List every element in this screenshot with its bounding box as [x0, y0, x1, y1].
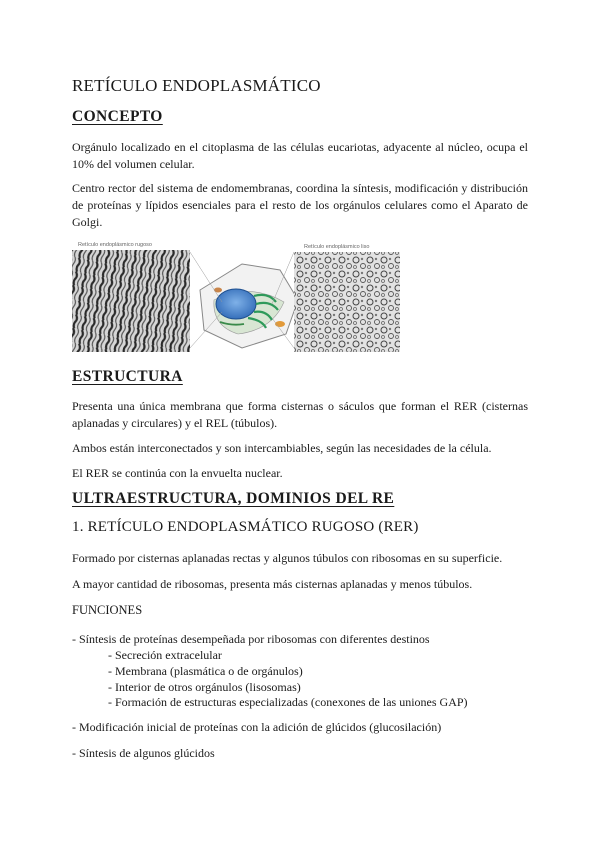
funcion-1-item: - Interior de otros orgánulos (lisosomas): [108, 680, 301, 694]
estructura-paragraph-3: El RER se continúa con la envuelta nuclear.: [72, 466, 283, 480]
cell-diagram: [190, 252, 298, 348]
rer-paragraph-2: A mayor cantidad de ribosomas, presenta más cisternas aplanadas y menos túbulos.: [72, 577, 473, 591]
funcion-2: - Modificación inicial de proteínas con la adición de glúcidos (glucosilación): [72, 720, 442, 734]
funcion-1-item: - Membrana (plasmática o de orgánulos): [108, 664, 303, 678]
funcion-1-item: - Secreción extracelular: [108, 648, 222, 662]
er-figure: [72, 242, 402, 354]
funcion-1: - Síntesis de proteínas desempeñada por ribosomas con diferentes destinos: [72, 632, 430, 646]
funcion-1-item: - Formación de estructuras especializadas (conexones de las uniones GAP): [108, 695, 468, 709]
figure-label-rough-er: Retículo endoplásmico rugoso: [78, 242, 152, 248]
rer-paragraph-1: Formado por cisternas aplanadas rectas y algunos túbulos con ribosomas en su superficie.: [72, 551, 503, 565]
estructura-paragraph-1: Presenta una única membrana que forma cisternas o sáculos que forman el RER (cisternas aplanadas y circulares) y el REL (túbulos).: [72, 399, 528, 430]
estructura-paragraph-2: Ambos están interconectados y son intercambiables, según las necesidades de la célula.: [72, 441, 492, 455]
er-illustration: [72, 242, 402, 354]
concepto-paragraph-2: Centro rector del sistema de endomembranas, coordina la síntesis, modificación y distribución de proteínas y lípidos esenciales para el resto de los orgánulos celulares como el Aparato de Golgi.: [72, 181, 528, 229]
figure-label-smooth-er: Retículo endoplásmico liso: [304, 244, 370, 250]
rough-er-micrograph: [72, 250, 190, 352]
heading-ultraestructura: ULTRAESTRUCTURA, DOMINIOS DEL RE: [72, 490, 395, 507]
subheading-rer: 1. RETÍCULO ENDOPLASMÁTICO RUGOSO (RER): [72, 519, 419, 535]
funciones-heading: FUNCIONES: [72, 603, 143, 617]
concepto-paragraph-1: Orgánulo localizado en el citoplasma de las células eucariotas, adyacente al núcleo, ocupa el 10% del volumen celular.: [72, 140, 528, 171]
heading-estructura: ESTRUCTURA: [72, 368, 183, 385]
document-title: RETÍCULO ENDOPLASMÁTICO: [72, 76, 321, 95]
heading-concepto: CONCEPTO: [72, 108, 163, 125]
smooth-er-micrograph: [294, 252, 400, 352]
funcion-3: - Síntesis de algunos glúcidos: [72, 746, 215, 760]
